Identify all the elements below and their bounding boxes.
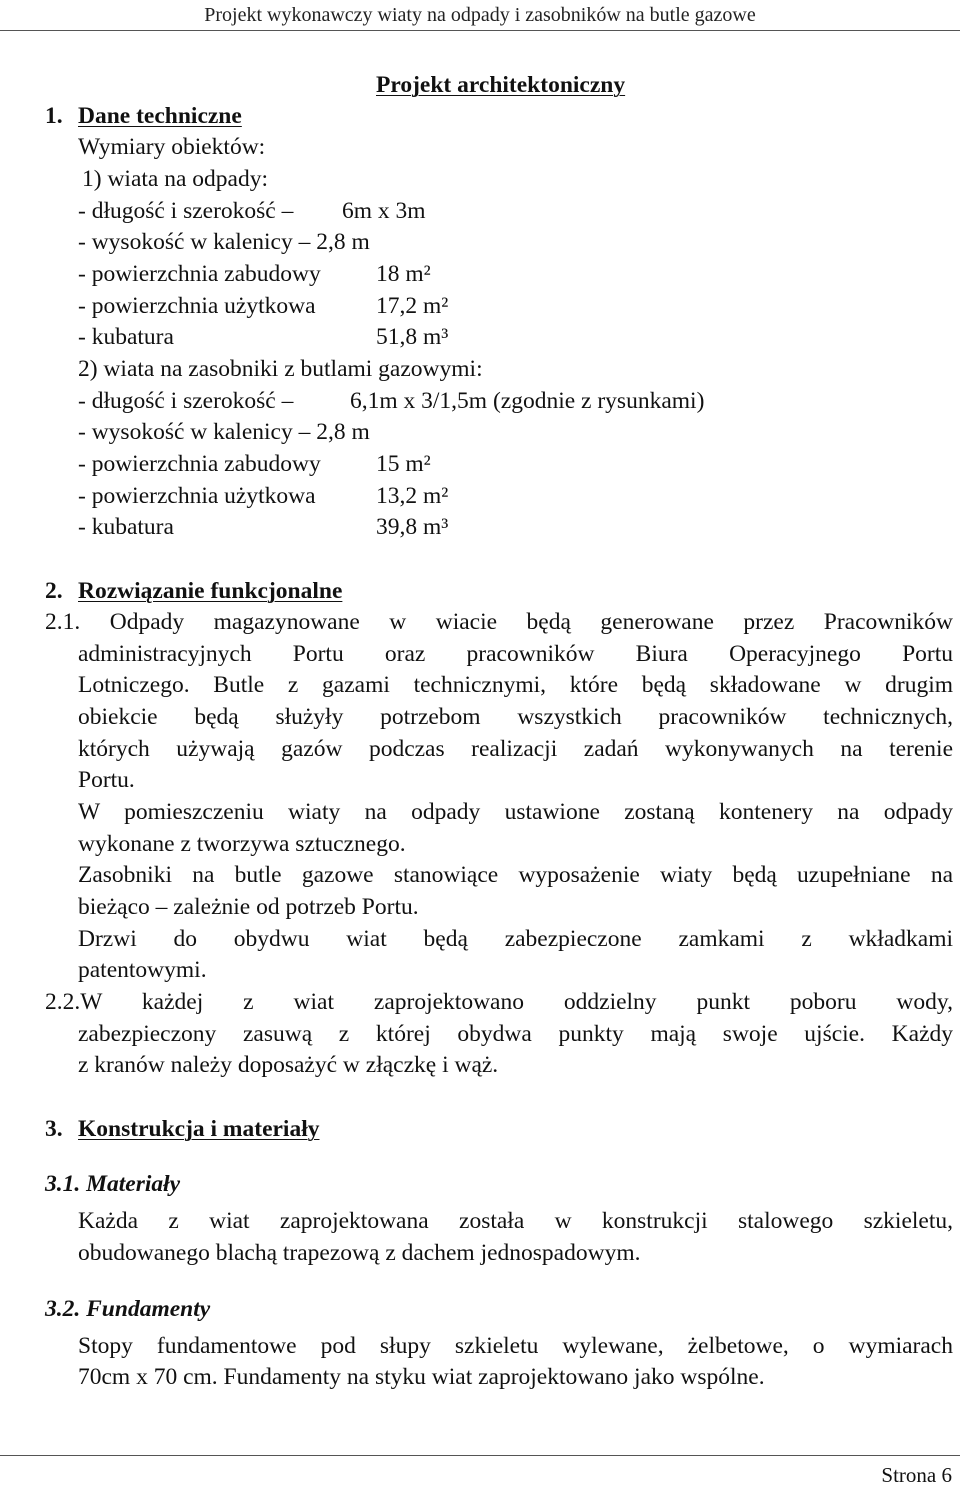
paragraph-line: 2.2.W każdej z wiat zaprojektowano oddzielny punkt poboru wody, — [45, 989, 953, 1015]
object-2-row-value: 13,2 m² — [376, 483, 449, 509]
object-2-row-value: 6,1m x 3/1,5m (zgodnie z rysunkami) — [350, 388, 705, 414]
paragraph-line: Każda z wiat zaprojektowana została w konstrukcji stalowego szkieletu, — [78, 1208, 953, 1234]
subsection-3-1-heading: 3.1. Materiały — [45, 1171, 181, 1197]
section-2-heading: Rozwiązanie funkcjonalne — [78, 578, 343, 604]
object-1-row-value: 17,2 m² — [376, 293, 449, 319]
section-3-heading: Konstrukcja i materiały — [78, 1116, 320, 1142]
page-header: Projekt wykonawczy wiaty na odpady i zasobników na butle gazowe — [204, 4, 756, 26]
paragraph-line: administracyjnych Portu oraz pracowników Biura Operacyjnego Portu — [78, 641, 953, 667]
object-1-row-value: 6m x 3m — [342, 198, 426, 224]
paragraph-line: obudowanego blachą trapezową z dachem jednospadowym. — [78, 1240, 641, 1266]
object-2-row-label: - wysokość w kalenicy – 2,8 m — [78, 419, 370, 445]
object-2-row-label: - kubatura — [78, 514, 174, 540]
paragraph-line: Stopy fundamentowe pod słupy szkieletu wylewane, żelbetowe, o wymiarach — [78, 1333, 953, 1359]
object-2-row-value: 39,8 m³ — [376, 514, 449, 540]
object-2-title: 2) wiata na zasobniki z butlami gazowymi: — [78, 356, 483, 382]
paragraph-line: zabezpieczony zasuwą z której obydwa punkty mają swoje ujście. Każdy — [78, 1021, 953, 1047]
paragraph-line: patentowymi. — [78, 957, 207, 983]
document-title: Projekt architektoniczny — [376, 72, 626, 98]
paragraph-line: 2.1. Odpady magazynowane w wiacie będą generowane przez Pracowników — [45, 609, 953, 635]
section-1-number: 1. — [45, 103, 63, 129]
object-2-row-label: - powierzchnia użytkowa — [78, 483, 316, 509]
object-2-row-value: 15 m² — [376, 451, 431, 477]
paragraph-line: Drzwi do obydwu wiat będą zabezpieczone zamkami z wkładkami — [78, 926, 953, 952]
object-1-row-label: - powierzchnia użytkowa — [78, 293, 316, 319]
footer-rule — [0, 1455, 960, 1456]
paragraph-line: bieżąco – zależnie od potrzeb Portu. — [78, 894, 419, 920]
paragraph-line: których używają gazów podczas realizacji zadań wykonywanych na terenie — [78, 736, 953, 762]
paragraph-line: z kranów należy doposażyć w złączkę i wąż. — [78, 1052, 499, 1078]
object-1-row-value: 18 m² — [376, 261, 431, 287]
object-1-row-label: - wysokość w kalenicy – 2,8 m — [78, 229, 370, 255]
object-1-title: 1) wiata na odpady: — [82, 166, 268, 192]
paragraph-line: Lotniczego. Butle z gazami technicznymi, które będą składowane w drugim — [78, 672, 953, 698]
page-number: Strona 6 — [881, 1463, 952, 1487]
object-1-row-label: - kubatura — [78, 324, 174, 350]
object-1-row-label: - powierzchnia zabudowy — [78, 261, 321, 287]
section-1-heading: Dane techniczne — [78, 103, 242, 129]
dimensions-intro: Wymiary obiektów: — [78, 134, 266, 160]
section-3-number: 3. — [45, 1116, 63, 1142]
subsection-3-2-heading: 3.2. Fundamenty — [45, 1296, 211, 1322]
paragraph-line: W pomieszczeniu wiaty na odpady ustawione zostaną kontenery na odpady — [78, 799, 953, 825]
paragraph-line: Portu. — [78, 767, 135, 793]
paragraph-line: wykonane z tworzywa sztucznego. — [78, 831, 406, 857]
paragraph-line: 70cm x 70 cm. Fundamenty na styku wiat zaprojektowano jako wspólne. — [78, 1364, 765, 1390]
object-2-row-label: - długość i szerokość – — [78, 388, 294, 414]
header-rule — [0, 30, 960, 31]
paragraph-line: Zasobniki na butle gazowe stanowiące wyposażenie wiaty będą uzupełniane na — [78, 862, 953, 888]
section-2-number: 2. — [45, 578, 63, 604]
paragraph-line: obiekcie będą służyły potrzebom wszystkich pracowników technicznych, — [78, 704, 953, 730]
object-1-row-label: - długość i szerokość – — [78, 198, 294, 224]
object-2-row-label: - powierzchnia zabudowy — [78, 451, 321, 477]
object-1-row-value: 51,8 m³ — [376, 324, 449, 350]
